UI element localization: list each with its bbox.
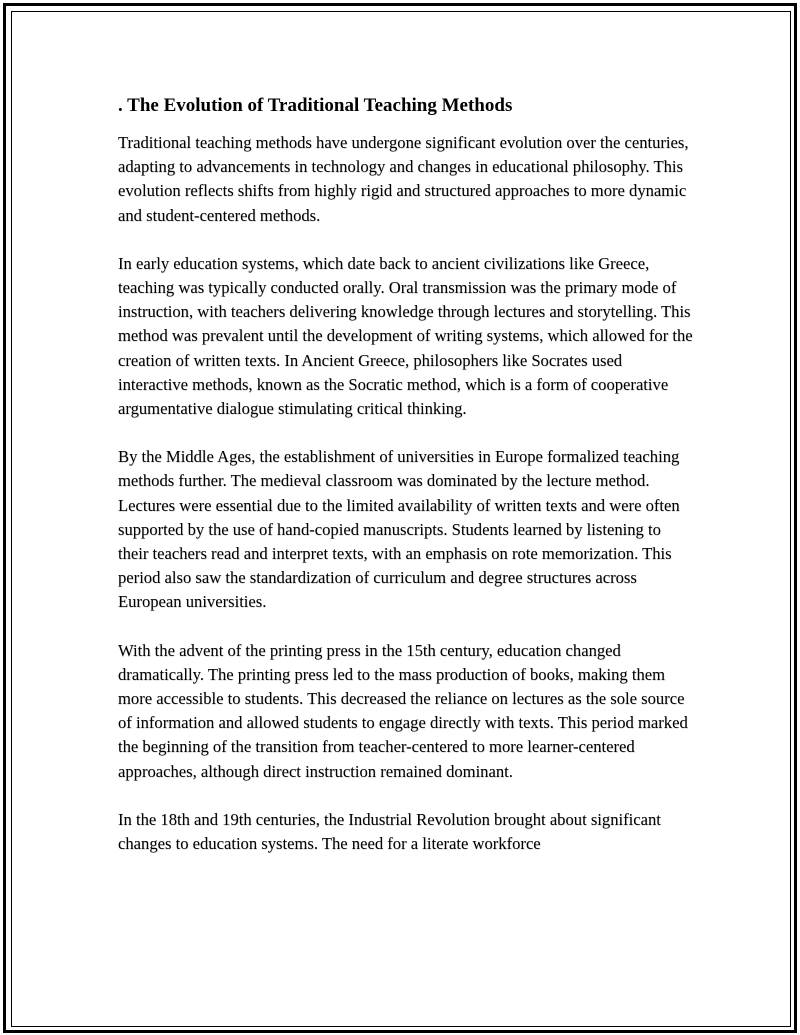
document-body (118, 94, 693, 880)
paragraph-1: Traditional teaching methods have undergone significant evolution over the centuries, adapting to advancements in technology and changes in educational philosophy. This evolution reflects shifts from highly rigid and structured approaches to more dynamic and student-centered methods. (118, 133, 689, 225)
paragraph-3: By the Middle Ages, the establishment of universities in Europe formalized teaching methods further. The medieval classroom was dominated by the lecture method. Lectures were essential due to the limited availability of written texts and were often supported by the use of hand-copied manuscripts. Students learned by listening to their teachers read and interpret texts, with an emphasis on rote memorization. This period also saw the standardization of curriculum and degree structures across European universities. (118, 447, 680, 612)
document-title: . The Evolution of Traditional Teaching Methods (118, 95, 513, 116)
paragraph-5: In the 18th and 19th centuries, the Industrial Revolution brought about significant changes to education systems. The need for a literate workforce (118, 809, 661, 854)
paragraph-2: In early education systems, which date back to ancient civilizations like Greece, teaching was typically conducted orally. Oral transmission was the primary mode of instruction, with teachers delivering knowledge through lectures and storytelling. This method was prevalent until the development of writing systems, which allowed for the creation of written texts. In Ancient Greece, philosophers like Socrates used interactive methods, known as the Socratic method, which is a form of cooperative argumentative dialogue stimulating critical thinking. (118, 253, 693, 419)
paragraph-4: With the advent of the printing press in the 15th century, education changed dramatically. The printing press led to the mass production of books, making them more accessible to students. This decreased the reliance on lectures as the sole source of information and allowed students to engage directly with texts. This period marked the beginning of the transition from teacher-centered to more learner-centered approaches, although direct instruction remained dominant. (118, 640, 688, 781)
